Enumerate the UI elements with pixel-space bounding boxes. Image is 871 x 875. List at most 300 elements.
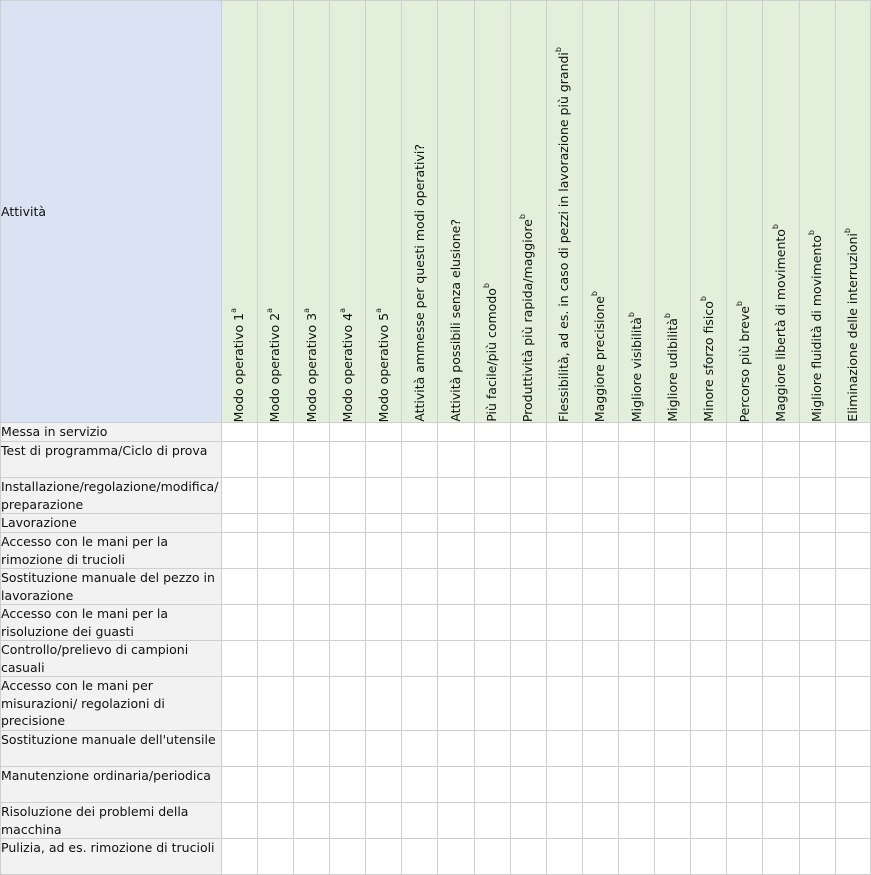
table-cell[interactable]: [835, 423, 870, 442]
table-cell[interactable]: [835, 839, 870, 875]
table-cell[interactable]: [763, 605, 799, 641]
table-row: [1, 423, 871, 442]
column-header: [727, 1, 763, 423]
table-cell[interactable]: [474, 533, 510, 569]
table-cell[interactable]: [438, 514, 474, 533]
table-cell[interactable]: [221, 641, 257, 677]
table-cell[interactable]: [582, 731, 618, 767]
table-cell[interactable]: [366, 803, 402, 839]
footnote-marker: b: [734, 300, 744, 306]
activity-label: Controllo/prelievo di campioni casuali: [1, 641, 222, 677]
table-cell[interactable]: [293, 731, 329, 767]
table-cell[interactable]: [835, 514, 870, 533]
activity-label: Risoluzione dei problemi della macchina: [1, 803, 222, 839]
activity-label: Sostituzione manuale del pezzo in lavorazione: [1, 569, 222, 605]
table-cell[interactable]: [655, 803, 691, 839]
table-cell[interactable]: [727, 533, 763, 569]
table-cell[interactable]: [510, 641, 546, 677]
table-cell[interactable]: [582, 803, 618, 839]
table-cell[interactable]: [655, 605, 691, 641]
table-cell[interactable]: [402, 605, 438, 641]
table-cell[interactable]: [474, 767, 510, 803]
table-cell[interactable]: [510, 569, 546, 605]
table-cell[interactable]: [474, 677, 510, 731]
table-cell[interactable]: [799, 803, 835, 839]
table-cell[interactable]: [799, 533, 835, 569]
table-cell[interactable]: [330, 839, 366, 875]
table-cell[interactable]: [257, 533, 293, 569]
table-cell[interactable]: [257, 731, 293, 767]
table-cell[interactable]: [691, 839, 727, 875]
column-header-text: Maggiore libertà di movimento: [772, 229, 788, 422]
table-cell[interactable]: [727, 677, 763, 731]
table-cell[interactable]: [727, 605, 763, 641]
table-cell[interactable]: [438, 731, 474, 767]
table-cell[interactable]: [763, 569, 799, 605]
table-cell[interactable]: [835, 677, 870, 731]
table-cell[interactable]: [799, 767, 835, 803]
table-cell[interactable]: [474, 731, 510, 767]
table-cell[interactable]: [293, 533, 329, 569]
table-cell[interactable]: [474, 605, 510, 641]
column-header-label: [481, 283, 500, 422]
table-cell[interactable]: [618, 839, 654, 875]
table-cell[interactable]: [835, 533, 870, 569]
table-cell[interactable]: [727, 839, 763, 875]
table-cell[interactable]: [257, 839, 293, 875]
table-cell[interactable]: [691, 478, 727, 514]
table-cell[interactable]: [474, 423, 510, 442]
table-cell[interactable]: [221, 731, 257, 767]
table-cell[interactable]: [799, 514, 835, 533]
table-cell[interactable]: [835, 731, 870, 767]
table-cell[interactable]: [618, 677, 654, 731]
footnote-marker: b: [662, 313, 672, 319]
table-cell[interactable]: [510, 533, 546, 569]
table-cell[interactable]: [293, 767, 329, 803]
column-header-label: [662, 313, 681, 422]
table-cell[interactable]: [763, 442, 799, 478]
table-cell[interactable]: [438, 533, 474, 569]
table-cell[interactable]: [438, 569, 474, 605]
table-cell[interactable]: [330, 533, 366, 569]
table-cell[interactable]: [727, 569, 763, 605]
table-cell[interactable]: [366, 442, 402, 478]
table-cell[interactable]: [799, 478, 835, 514]
table-cell[interactable]: [618, 533, 654, 569]
footnote-marker: b: [842, 228, 852, 234]
table-cell[interactable]: [402, 803, 438, 839]
table-cell[interactable]: [474, 569, 510, 605]
footnote-marker: b: [698, 296, 708, 302]
table-cell[interactable]: [510, 677, 546, 731]
table-cell[interactable]: [582, 839, 618, 875]
table-cell[interactable]: [221, 767, 257, 803]
table-cell[interactable]: [438, 677, 474, 731]
table-cell[interactable]: [618, 605, 654, 641]
table-cell[interactable]: [582, 478, 618, 514]
table-cell[interactable]: [546, 569, 582, 605]
table-cell[interactable]: [221, 803, 257, 839]
table-cell[interactable]: [582, 423, 618, 442]
table-row: [1, 478, 871, 514]
table-cell[interactable]: [330, 569, 366, 605]
table-row: [1, 514, 871, 533]
table-cell[interactable]: [402, 677, 438, 731]
table-cell[interactable]: [257, 442, 293, 478]
table-cell[interactable]: [366, 839, 402, 875]
table-cell[interactable]: [655, 423, 691, 442]
table-cell[interactable]: [546, 839, 582, 875]
table-cell[interactable]: [618, 478, 654, 514]
table-cell[interactable]: [366, 677, 402, 731]
table-cell[interactable]: [618, 803, 654, 839]
table-cell[interactable]: [835, 767, 870, 803]
table-cell[interactable]: [763, 803, 799, 839]
table-cell[interactable]: [546, 803, 582, 839]
table-cell[interactable]: [366, 478, 402, 514]
table-cell[interactable]: [257, 767, 293, 803]
table-cell[interactable]: [763, 731, 799, 767]
column-header: [835, 1, 870, 423]
table-cell[interactable]: [221, 839, 257, 875]
footnote-marker: b: [626, 311, 636, 317]
table-cell[interactable]: [618, 514, 654, 533]
table-cell[interactable]: [727, 731, 763, 767]
table-cell[interactable]: [691, 423, 727, 442]
column-header: [438, 1, 474, 423]
footnote-marker: a: [265, 307, 275, 313]
table-cell[interactable]: [582, 605, 618, 641]
table-cell[interactable]: [691, 442, 727, 478]
table-row: [1, 767, 871, 803]
table-cell[interactable]: [546, 767, 582, 803]
table-cell[interactable]: [618, 767, 654, 803]
table-cell[interactable]: [655, 731, 691, 767]
column-header-label: [698, 296, 717, 422]
table-cell[interactable]: [257, 641, 293, 677]
table-cell[interactable]: [510, 839, 546, 875]
table-cell[interactable]: [727, 423, 763, 442]
table-cell[interactable]: [727, 442, 763, 478]
footnote-marker: a: [373, 307, 383, 313]
table-cell[interactable]: [330, 803, 366, 839]
table-cell[interactable]: [330, 605, 366, 641]
table-row: [1, 605, 871, 641]
table-cell[interactable]: [582, 569, 618, 605]
table-cell[interactable]: [293, 514, 329, 533]
table-cell[interactable]: [799, 423, 835, 442]
table-cell[interactable]: [474, 839, 510, 875]
table-cell[interactable]: [402, 423, 438, 442]
table-cell[interactable]: [763, 839, 799, 875]
table-cell[interactable]: [438, 839, 474, 875]
table-cell[interactable]: [582, 533, 618, 569]
table-cell[interactable]: [691, 569, 727, 605]
table-cell[interactable]: [655, 839, 691, 875]
activity-label: Accesso con le mani per la risoluzione dei guasti: [1, 605, 222, 641]
table-cell[interactable]: [438, 641, 474, 677]
table-cell[interactable]: [835, 641, 870, 677]
table-cell[interactable]: [799, 731, 835, 767]
column-header-text: Migliore visibilità: [628, 316, 644, 422]
table-cell[interactable]: [402, 731, 438, 767]
column-header-label: [301, 307, 320, 422]
table-cell[interactable]: [330, 514, 366, 533]
table-cell[interactable]: [510, 767, 546, 803]
table-cell[interactable]: [257, 569, 293, 605]
table-cell[interactable]: [510, 423, 546, 442]
table-cell[interactable]: [474, 803, 510, 839]
table-cell[interactable]: [546, 423, 582, 442]
table-cell[interactable]: [221, 605, 257, 641]
table-cell[interactable]: [221, 569, 257, 605]
table-cell[interactable]: [618, 442, 654, 478]
table-cell[interactable]: [257, 677, 293, 731]
column-header-text: Attività possibili senza elusione?: [447, 219, 463, 422]
table-cell[interactable]: [727, 641, 763, 677]
table-cell[interactable]: [582, 641, 618, 677]
activity-label: Accesso con le mani per misurazioni/ regolazioni di precisione: [1, 677, 222, 731]
activity-label: Sostituzione manuale dell'utensile: [1, 731, 222, 767]
table-cell[interactable]: [582, 767, 618, 803]
table-cell[interactable]: [366, 641, 402, 677]
table-cell[interactable]: [293, 569, 329, 605]
table-cell[interactable]: [727, 803, 763, 839]
table-cell[interactable]: [655, 533, 691, 569]
table-cell[interactable]: [510, 731, 546, 767]
table-cell[interactable]: [402, 514, 438, 533]
table-cell[interactable]: [546, 641, 582, 677]
table-cell[interactable]: [221, 423, 257, 442]
table-cell[interactable]: [691, 767, 727, 803]
table-cell[interactable]: [655, 442, 691, 478]
table-cell[interactable]: [293, 605, 329, 641]
table-cell[interactable]: [402, 533, 438, 569]
activity-label: Accesso con le mani per la rimozione di trucioli: [1, 533, 222, 569]
table-cell[interactable]: [330, 423, 366, 442]
table-cell[interactable]: [618, 423, 654, 442]
table-cell[interactable]: [691, 641, 727, 677]
table-cell[interactable]: [546, 731, 582, 767]
table-cell[interactable]: [691, 533, 727, 569]
table-cell[interactable]: [835, 569, 870, 605]
table-cell[interactable]: [330, 442, 366, 478]
table-cell[interactable]: [402, 569, 438, 605]
table-cell[interactable]: [366, 605, 402, 641]
table-cell[interactable]: [293, 423, 329, 442]
table-cell[interactable]: [474, 442, 510, 478]
table-cell[interactable]: [330, 767, 366, 803]
column-header-label: [626, 311, 645, 422]
table-cell[interactable]: [655, 677, 691, 731]
table-cell[interactable]: [546, 533, 582, 569]
column-header: [546, 1, 582, 423]
table-cell[interactable]: [799, 442, 835, 478]
table-cell[interactable]: [474, 641, 510, 677]
table-cell[interactable]: [366, 569, 402, 605]
table-cell[interactable]: [546, 605, 582, 641]
table-cell[interactable]: [618, 731, 654, 767]
column-header-label: [231, 308, 247, 422]
table-cell[interactable]: [546, 677, 582, 731]
table-cell[interactable]: [474, 478, 510, 514]
table-cell[interactable]: [257, 478, 293, 514]
table-cell[interactable]: [691, 514, 727, 533]
table-cell[interactable]: [691, 731, 727, 767]
table-cell[interactable]: [510, 478, 546, 514]
table-cell[interactable]: [293, 641, 329, 677]
table-cell[interactable]: [655, 478, 691, 514]
table-cell[interactable]: [293, 442, 329, 478]
column-header-text: Modo operativo 5: [375, 312, 391, 422]
table-cell[interactable]: [763, 478, 799, 514]
table-cell[interactable]: [293, 839, 329, 875]
table-cell[interactable]: [546, 478, 582, 514]
table-cell[interactable]: [366, 514, 402, 533]
column-header: [510, 1, 546, 423]
table-cell[interactable]: [402, 767, 438, 803]
table-cell[interactable]: [655, 569, 691, 605]
activity-column-header: Attività: [1, 1, 222, 423]
table-cell[interactable]: [727, 767, 763, 803]
table-cell[interactable]: [618, 641, 654, 677]
column-header-label: [267, 308, 283, 422]
table-cell[interactable]: [438, 803, 474, 839]
table-cell[interactable]: [546, 514, 582, 533]
table-cell[interactable]: [366, 533, 402, 569]
table-cell[interactable]: [582, 677, 618, 731]
table-cell[interactable]: [438, 478, 474, 514]
table-cell[interactable]: [835, 442, 870, 478]
table-row: [1, 569, 871, 605]
table-cell[interactable]: [402, 839, 438, 875]
table-cell[interactable]: [582, 514, 618, 533]
table-cell[interactable]: [763, 677, 799, 731]
column-header-text: Flessibilità, ad es. in caso di pezzi in lavorazione più grandi: [556, 51, 572, 422]
table-cell[interactable]: [655, 514, 691, 533]
table-cell[interactable]: [799, 677, 835, 731]
table-cell[interactable]: [799, 569, 835, 605]
table-cell[interactable]: [618, 569, 654, 605]
column-header: [582, 1, 618, 423]
table-cell[interactable]: [763, 514, 799, 533]
table-cell[interactable]: [293, 677, 329, 731]
column-header: [691, 1, 727, 423]
table-cell[interactable]: [835, 605, 870, 641]
table-cell[interactable]: [366, 731, 402, 767]
column-header: [330, 1, 366, 423]
table-cell[interactable]: [582, 442, 618, 478]
activity-label: Installazione/regolazione/modifica/ preparazione: [1, 478, 222, 514]
table-cell[interactable]: [438, 423, 474, 442]
table-cell[interactable]: [510, 514, 546, 533]
column-header-text: Eliminazione delle interruzioni: [844, 233, 860, 422]
table-cell[interactable]: [799, 641, 835, 677]
column-header-label: [556, 47, 572, 422]
table-cell[interactable]: [330, 641, 366, 677]
table-cell[interactable]: [763, 767, 799, 803]
column-header: [474, 1, 510, 423]
table-cell[interactable]: [763, 423, 799, 442]
table-cell[interactable]: [655, 641, 691, 677]
table-cell[interactable]: [727, 514, 763, 533]
table-row: [1, 641, 871, 677]
table-cell[interactable]: [727, 478, 763, 514]
table-cell[interactable]: [221, 533, 257, 569]
table-cell[interactable]: [438, 605, 474, 641]
table-cell[interactable]: [402, 641, 438, 677]
table-cell[interactable]: [257, 514, 293, 533]
activity-label: Test di programma/Ciclo di prova: [1, 442, 222, 478]
table-cell[interactable]: [257, 423, 293, 442]
table-cell[interactable]: [835, 803, 870, 839]
table-cell[interactable]: [221, 478, 257, 514]
footnote-marker: b: [554, 46, 564, 52]
table-cell[interactable]: [366, 767, 402, 803]
table-cell[interactable]: [763, 641, 799, 677]
table-cell[interactable]: [330, 731, 366, 767]
column-header-label: [412, 144, 428, 422]
table-cell[interactable]: [257, 803, 293, 839]
column-header-text: Più facile/più comodo: [484, 288, 500, 422]
activity-label: Lavorazione: [1, 514, 222, 533]
table-cell[interactable]: [510, 803, 546, 839]
column-header: [366, 1, 402, 423]
column-header: [763, 1, 799, 423]
column-header-text: Migliore fluidità di movimento: [809, 235, 825, 422]
table-cell[interactable]: [330, 478, 366, 514]
column-header-text: Maggiore precisione: [592, 295, 608, 422]
table-cell[interactable]: [510, 442, 546, 478]
table-cell[interactable]: [402, 442, 438, 478]
column-header-text: Minore sforzo fisico: [700, 301, 716, 422]
table-cell[interactable]: [221, 514, 257, 533]
column-header-label: [520, 214, 536, 422]
column-header-label: [373, 307, 392, 422]
table-cell[interactable]: [402, 478, 438, 514]
column-header-text: Produttività più rapida/maggiore: [520, 218, 536, 422]
table-cell[interactable]: [474, 514, 510, 533]
table-cell[interactable]: [293, 478, 329, 514]
footnote-marker: b: [590, 290, 600, 296]
table-cell[interactable]: [691, 677, 727, 731]
table-cell[interactable]: [221, 442, 257, 478]
column-header-label: [337, 307, 356, 422]
table-cell[interactable]: [546, 442, 582, 478]
table-cell[interactable]: [293, 803, 329, 839]
footnote-marker: a: [229, 307, 239, 313]
table-cell[interactable]: [691, 605, 727, 641]
table-cell[interactable]: [330, 677, 366, 731]
table-cell[interactable]: [510, 605, 546, 641]
column-header-text: Percorso più breve: [736, 305, 752, 422]
table-cell[interactable]: [799, 605, 835, 641]
table-cell[interactable]: [835, 478, 870, 514]
table-cell[interactable]: [438, 442, 474, 478]
table-cell[interactable]: [438, 767, 474, 803]
table-cell[interactable]: [366, 423, 402, 442]
table-cell[interactable]: [799, 839, 835, 875]
table-cell[interactable]: [221, 677, 257, 731]
table-cell[interactable]: [691, 803, 727, 839]
table-row: [1, 677, 871, 731]
table-cell[interactable]: [257, 605, 293, 641]
column-header-label: [592, 291, 608, 422]
table-cell[interactable]: [763, 533, 799, 569]
table-row: [1, 533, 871, 569]
table-cell[interactable]: [655, 767, 691, 803]
